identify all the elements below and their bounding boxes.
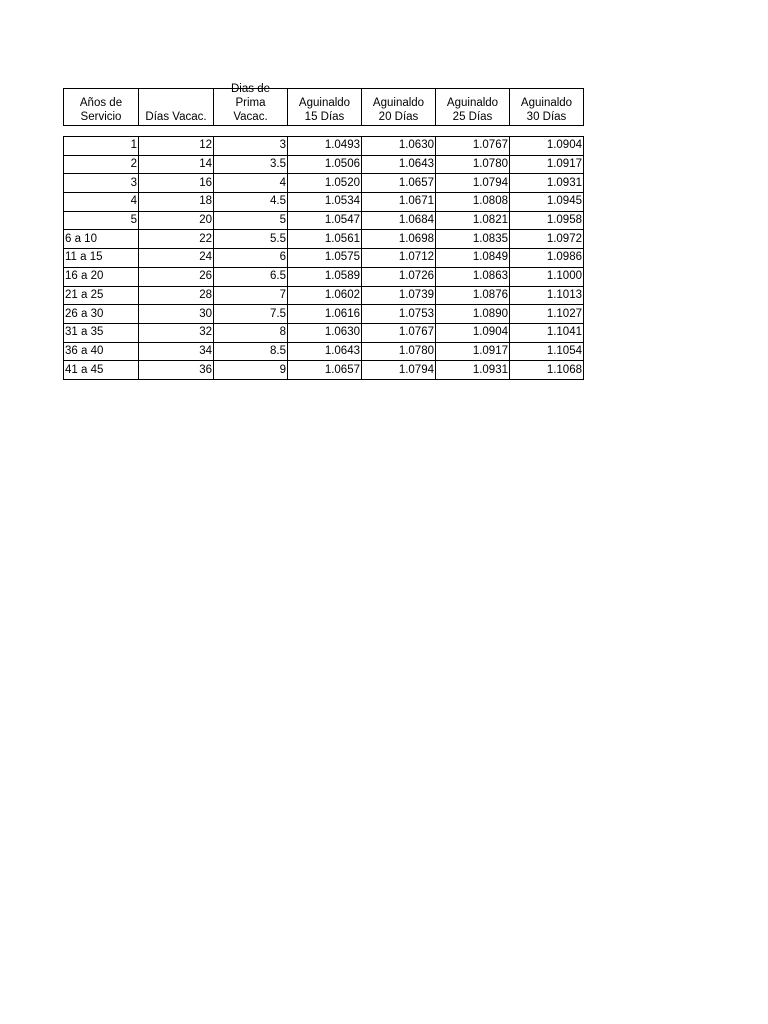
cell-dias-vacac[interactable]: 14 (139, 155, 214, 174)
cell-aguinaldo-20[interactable]: 1.0657 (362, 174, 436, 193)
header-text: Servicio (80, 111, 122, 123)
cell-aguinaldo-25[interactable]: 1.0794 (436, 174, 510, 193)
cell-dias-prima-vacac[interactable]: 7 (214, 286, 288, 305)
cell-dias-vacac[interactable]: 26 (139, 267, 214, 286)
cell-dias-prima-vacac[interactable]: 5.5 (214, 230, 288, 249)
data-table (63, 136, 584, 380)
cell-aguinaldo-20[interactable]: 1.0726 (362, 267, 436, 286)
cell-dias-vacac[interactable]: 28 (139, 286, 214, 305)
cell-dias-vacac[interactable]: 18 (139, 193, 214, 212)
table-row (64, 361, 584, 380)
cell-dias-prima-vacac[interactable]: 7.5 (214, 305, 288, 324)
cell-aguinaldo-30[interactable]: 1.0986 (510, 249, 584, 268)
cell-aguinaldo-25[interactable]: 1.0863 (436, 267, 510, 286)
cell-aguinaldo-30[interactable]: 1.1054 (510, 342, 584, 361)
cell-anos-servicio[interactable]: 36 a 40 (64, 342, 139, 361)
header-row (64, 89, 584, 126)
cell-aguinaldo-30[interactable]: 1.0972 (510, 230, 584, 249)
cell-aguinaldo-25[interactable]: 1.0808 (436, 193, 510, 212)
cell-dias-prima-vacac[interactable]: 8 (214, 323, 288, 342)
table-row (64, 174, 584, 193)
header-cell-aguinaldo-20 (362, 89, 436, 126)
header-text-block (215, 82, 286, 124)
header-text: Dias de (231, 83, 270, 95)
cell-dias-prima-vacac[interactable]: 3.5 (214, 155, 288, 174)
cell-dias-vacac[interactable]: 22 (139, 230, 214, 249)
cell-aguinaldo-15[interactable]: 1.0493 (288, 137, 362, 156)
cell-aguinaldo-20[interactable]: 1.0753 (362, 305, 436, 324)
cell-aguinaldo-25[interactable]: 1.0767 (436, 137, 510, 156)
cell-aguinaldo-30[interactable]: 1.1013 (510, 286, 584, 305)
cell-aguinaldo-30[interactable]: 1.1027 (510, 305, 584, 324)
table-row (64, 342, 584, 361)
cell-aguinaldo-20[interactable]: 1.0739 (362, 286, 436, 305)
cell-aguinaldo-25[interactable]: 1.0917 (436, 342, 510, 361)
cell-aguinaldo-20[interactable]: 1.0630 (362, 137, 436, 156)
table-header (63, 83, 584, 126)
cell-aguinaldo-15[interactable]: 1.0630 (288, 323, 362, 342)
header-text: Vacac. (233, 111, 268, 123)
cell-aguinaldo-15[interactable]: 1.0520 (288, 174, 362, 193)
cell-aguinaldo-20[interactable]: 1.0684 (362, 211, 436, 230)
cell-aguinaldo-25[interactable]: 1.0835 (436, 230, 510, 249)
cell-aguinaldo-30[interactable]: 1.1041 (510, 323, 584, 342)
cell-aguinaldo-20[interactable]: 1.0767 (362, 323, 436, 342)
header-text: 30 Días (526, 111, 567, 123)
cell-dias-vacac[interactable]: 34 (139, 342, 214, 361)
table-row (64, 249, 584, 268)
table-row (64, 193, 584, 212)
cell-aguinaldo-20[interactable]: 1.0794 (362, 361, 436, 380)
cell-aguinaldo-30[interactable]: 1.0917 (510, 155, 584, 174)
cell-anos-servicio[interactable]: 31 a 35 (64, 323, 139, 342)
cell-anos-servicio[interactable]: 2 (64, 155, 139, 174)
cell-aguinaldo-15[interactable]: 1.0534 (288, 193, 362, 212)
cell-anos-servicio[interactable]: 6 a 10 (64, 230, 139, 249)
cell-aguinaldo-25[interactable]: 1.0780 (436, 155, 510, 174)
header-text: Años de (79, 97, 123, 109)
table-row (64, 155, 584, 174)
header-text: Aguinaldo (298, 97, 351, 109)
table-row (64, 305, 584, 324)
cell-anos-servicio[interactable]: 4 (64, 193, 139, 212)
cell-aguinaldo-15[interactable]: 1.0616 (288, 305, 362, 324)
cell-aguinaldo-20[interactable]: 1.0712 (362, 249, 436, 268)
cell-aguinaldo-30[interactable]: 1.0931 (510, 174, 584, 193)
cell-aguinaldo-30[interactable]: 1.1000 (510, 267, 584, 286)
cell-aguinaldo-20[interactable]: 1.0780 (362, 342, 436, 361)
cell-aguinaldo-15[interactable]: 1.0561 (288, 230, 362, 249)
cell-dias-prima-vacac[interactable]: 6 (214, 249, 288, 268)
cell-aguinaldo-25[interactable]: 1.0904 (436, 323, 510, 342)
cell-anos-servicio[interactable]: 3 (64, 174, 139, 193)
cell-aguinaldo-20[interactable]: 1.0643 (362, 155, 436, 174)
cell-dias-prima-vacac[interactable]: 4 (214, 174, 288, 193)
table-row (64, 323, 584, 342)
cell-anos-servicio[interactable]: 21 a 25 (64, 286, 139, 305)
cell-aguinaldo-15[interactable]: 1.0575 (288, 249, 362, 268)
cell-aguinaldo-25[interactable]: 1.0876 (436, 286, 510, 305)
header-cell-dias-prima-vacac (214, 83, 288, 126)
header-text: Aguinaldo (446, 97, 499, 109)
cell-aguinaldo-15[interactable]: 1.0602 (288, 286, 362, 305)
cell-aguinaldo-15[interactable]: 1.0506 (288, 155, 362, 174)
cell-anos-servicio[interactable]: 26 a 30 (64, 305, 139, 324)
header-text: Prima (235, 97, 266, 109)
cell-dias-prima-vacac[interactable]: 9 (214, 361, 288, 380)
cell-dias-prima-vacac[interactable]: 5 (214, 211, 288, 230)
cell-aguinaldo-30[interactable]: 1.0945 (510, 193, 584, 212)
cell-anos-servicio[interactable]: 5 (64, 211, 139, 230)
cell-aguinaldo-25[interactable]: 1.0890 (436, 305, 510, 324)
cell-dias-prima-vacac[interactable]: 8.5 (214, 342, 288, 361)
cell-anos-servicio[interactable]: 41 a 45 (64, 361, 139, 380)
cell-dias-vacac[interactable]: 16 (139, 174, 214, 193)
cell-anos-servicio[interactable]: 16 a 20 (64, 267, 139, 286)
cell-aguinaldo-20[interactable]: 1.0698 (362, 230, 436, 249)
table-row (64, 286, 584, 305)
table-row (64, 211, 584, 230)
header-cell-dias-vacac (139, 89, 214, 126)
header-cell-aguinaldo-30 (510, 89, 584, 126)
cell-aguinaldo-30[interactable]: 1.0904 (510, 137, 584, 156)
cell-dias-vacac[interactable]: 36 (139, 361, 214, 380)
cell-aguinaldo-30[interactable]: 1.1068 (510, 361, 584, 380)
header-text: 20 Días (378, 111, 419, 123)
table-row (64, 230, 584, 249)
cell-aguinaldo-15[interactable]: 1.0589 (288, 267, 362, 286)
cell-anos-servicio[interactable]: 11 a 15 (64, 249, 139, 268)
data-table-body (64, 137, 584, 380)
header-text: Aguinaldo (372, 97, 425, 109)
cell-dias-prima-vacac[interactable]: 6.5 (214, 267, 288, 286)
cell-aguinaldo-25[interactable]: 1.0931 (436, 361, 510, 380)
cell-dias-prima-vacac[interactable]: 4.5 (214, 193, 288, 212)
cell-aguinaldo-20[interactable]: 1.0671 (362, 193, 436, 212)
cell-dias-prima-vacac[interactable]: 3 (214, 137, 288, 156)
cell-aguinaldo-25[interactable]: 1.0849 (436, 249, 510, 268)
header-text: 15 Días (304, 111, 345, 123)
table-row (64, 137, 584, 156)
header-cell-aguinaldo-25 (436, 89, 510, 126)
cell-dias-vacac[interactable]: 24 (139, 249, 214, 268)
cell-dias-vacac[interactable]: 20 (139, 211, 214, 230)
header-cell-aguinaldo-15 (288, 89, 362, 126)
header-text: Aguinaldo (520, 97, 573, 109)
table-row (64, 267, 584, 286)
cell-aguinaldo-25[interactable]: 1.0821 (436, 211, 510, 230)
cell-aguinaldo-30[interactable]: 1.0958 (510, 211, 584, 230)
cell-aguinaldo-15[interactable]: 1.0657 (288, 361, 362, 380)
cell-dias-vacac[interactable]: 30 (139, 305, 214, 324)
cell-dias-vacac[interactable]: 32 (139, 323, 214, 342)
header-text: Días Vacac. (145, 111, 207, 123)
cell-aguinaldo-15[interactable]: 1.0547 (288, 211, 362, 230)
cell-aguinaldo-15[interactable]: 1.0643 (288, 342, 362, 361)
cell-anos-servicio[interactable]: 1 (64, 137, 139, 156)
header-text: 25 Días (452, 111, 493, 123)
header-cell-anos-servicio (64, 89, 139, 126)
cell-dias-vacac[interactable]: 12 (139, 137, 214, 156)
